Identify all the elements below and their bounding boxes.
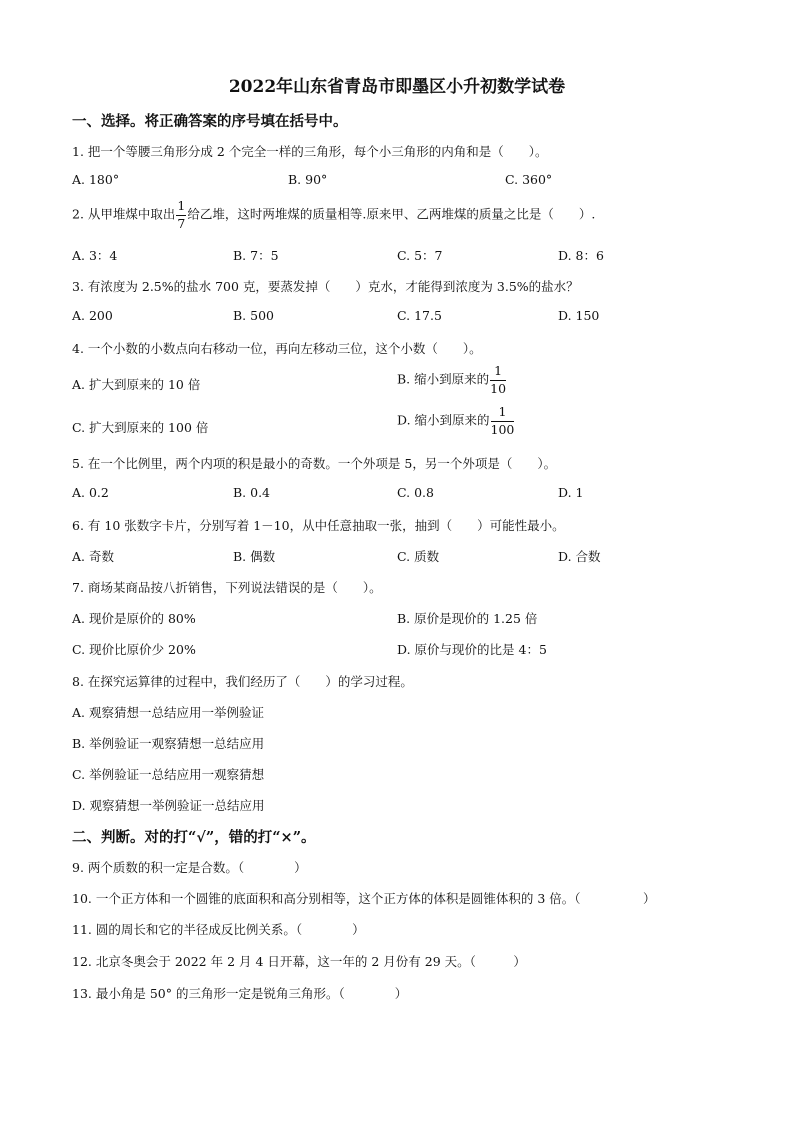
question-6-option-d: D. 合数 — [558, 549, 601, 564]
question-7-option-a: A. 现价是原价的 80% — [72, 611, 196, 626]
question-2-option-c: C. 5：7 — [397, 248, 443, 263]
question-4-option-b-text: B. 缩小到原来的 — [397, 371, 490, 387]
question-2-text — [72, 200, 595, 230]
question-4-text: 4. 一个小数的小数点向右移动一位，再向左移动三位，这个小数（ ）。 — [72, 341, 482, 356]
question-4-option-d-text: D. 缩小到原来的 — [397, 412, 490, 428]
question-2-option-a: A. 3：4 — [72, 248, 118, 263]
question-8-option-c: C. 举例验证一总结应用一观察猜想 — [72, 767, 265, 782]
question-3-option-b: B. 500 — [233, 308, 274, 323]
question-5-option-a: A. 0.2 — [72, 485, 109, 500]
question-3-text: 3. 有浓度为 2.5%的盐水 700 克，要蒸发掉（ ）克水，才能得到浓度为 3.5%的盐水？ — [72, 279, 579, 294]
fraction-denominator: 7 — [177, 215, 186, 231]
question-9-text: 9. 两个质数的积一定是合数。（ ） — [72, 860, 307, 875]
question-2-option-b: B. 7：5 — [233, 248, 279, 263]
question-7-option-c: C. 现价比原价少 20% — [72, 642, 196, 657]
question-5-option-b: B. 0.4 — [233, 485, 271, 500]
question-3-option-d: D. 150 — [558, 308, 600, 323]
question-4-option-d-fraction — [491, 406, 515, 436]
question-2-text-pre: 2. 从甲堆煤中取出 — [72, 206, 176, 222]
section-heading-judge: 二、判断。对的打“√”，错的打“×”。 — [72, 829, 316, 846]
question-4-option-b — [397, 365, 507, 395]
question-2-fraction — [176, 200, 186, 230]
question-8-option-b: B. 举例验证一观察猜想一总结应用 — [72, 736, 265, 751]
question-8-text: 8. 在探究运算律的过程中，我们经历了（ ）的学习过程。 — [72, 674, 413, 689]
fraction-denominator: 100 — [490, 421, 515, 437]
question-13-text: 13. 最小角是 50° 的三角形一定是锐角三角形。（ ） — [72, 986, 408, 1001]
question-8-option-d: D. 观察猜想一举例验证一总结应用 — [72, 798, 265, 813]
question-2-text-post: 给乙堆，这时两堆煤的质量相等.原来甲、乙两堆煤的质量之比是（ ）. — [187, 206, 596, 222]
question-1-option-c: C. 360° — [505, 172, 553, 187]
question-3-option-c: C. 17.5 — [397, 308, 442, 323]
question-5-option-d: D. 1 — [558, 485, 584, 500]
question-6-option-b: B. 偶数 — [233, 549, 276, 564]
question-2-option-d: D. 8：6 — [558, 248, 604, 263]
question-10-text: 10. 一个正方体和一个圆锥的底面积和高分别相等，这个正方体的体积是圆锥体积的 3 倍。（ ） — [72, 891, 656, 906]
question-5-text: 5. 在一个比例里，两个内项的积是最小的奇数。一个外项是 5，另一个外项是（ ）。 — [72, 456, 557, 471]
page-title: 2022年山东省青岛市即墨区小升初数学试卷 — [228, 77, 566, 97]
question-7-option-b: B. 原价是现价的 1.25 倍 — [397, 611, 538, 626]
fraction-numerator: 1 — [176, 200, 186, 216]
fraction-numerator: 1 — [490, 365, 506, 381]
question-7-text: 7. 商场某商品按八折销售，下列说法错误的是（ ）。 — [72, 580, 382, 595]
question-5-option-c: C. 0.8 — [397, 485, 434, 500]
question-12-text: 12. 北京冬奥会于 2022 年 2 月 4 日开幕，这一年的 2 月份有 29 天。（ ） — [72, 954, 526, 969]
question-8-option-a: A. 观察猜想一总结应用一举例验证 — [72, 705, 264, 720]
fraction-numerator: 1 — [491, 406, 515, 422]
question-1-option-a: A. 180° — [72, 172, 120, 187]
question-4-option-b-fraction — [490, 365, 506, 395]
question-7-option-d: D. 原价与现价的比是 4：5 — [397, 642, 547, 657]
question-1-text: 1. 把一个等腰三角形分成 2 个完全一样的三角形，每个小三角形的内角和是（ ）。 — [72, 144, 548, 159]
question-6-text: 6. 有 10 张数字卡片，分别写着 1－10，从中任意抽取一张，抽到（ ）可能性最小。 — [72, 518, 565, 533]
question-3-option-a: A. 200 — [72, 308, 113, 323]
question-4-option-c: C. 扩大到原来的 100 倍 — [72, 420, 209, 435]
question-4-option-d — [397, 406, 515, 436]
question-4-option-a: A. 扩大到原来的 10 倍 — [72, 377, 201, 392]
question-11-text: 11. 圆的周长和它的半径成反比例关系。（ ） — [72, 922, 365, 937]
question-6-option-c: C. 质数 — [397, 549, 440, 564]
question-6-option-a: A. 奇数 — [72, 549, 114, 564]
question-1-option-b: B. 90° — [288, 172, 328, 187]
fraction-denominator: 10 — [490, 380, 507, 396]
section-heading-choice: 一、选择。将正确答案的序号填在括号中。 — [72, 113, 348, 130]
